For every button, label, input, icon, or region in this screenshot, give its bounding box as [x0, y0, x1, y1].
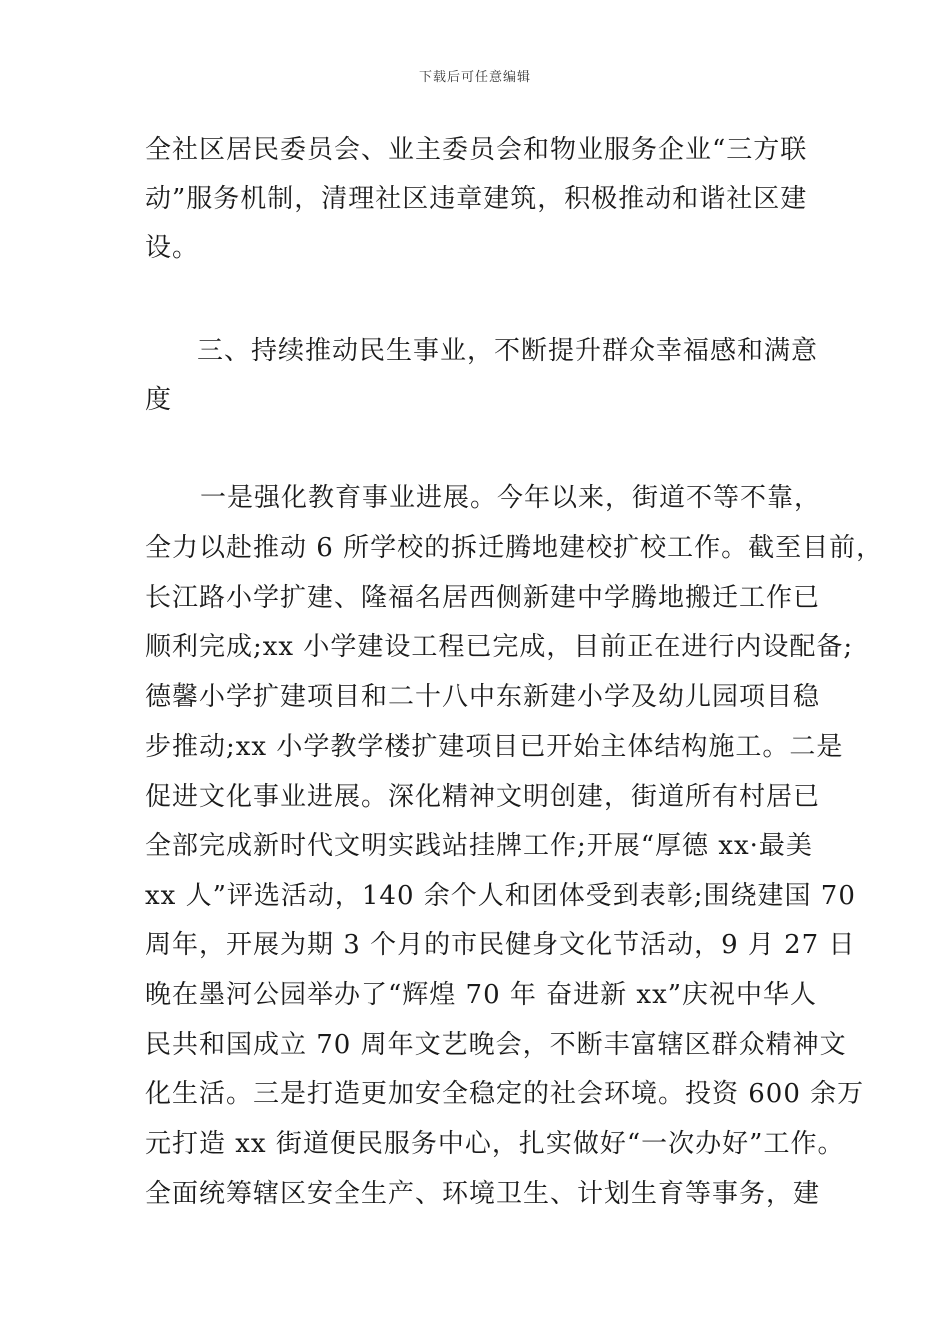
paragraph-line: 动”服务机制，清理社区违章建筑，积极推动和谐社区建 — [145, 184, 808, 214]
paragraph-line: 民共和国成立 70 周年文艺晚会，不断丰富辖区群众精神文 — [145, 1030, 847, 1060]
paragraph-line: 元打造 xx 街道便民服务中心，扎实做好“一次办好”工作。 — [145, 1129, 845, 1159]
paragraph-line: 顺利完成;xx 小学建设工程已完成，目前正在进行内设配备; — [145, 632, 854, 662]
paragraph-line: 德馨小学扩建项目和二十八中东新建小学及幼儿园项目稳 — [145, 682, 821, 712]
heading-line: 三、持续推动民生事业，不断提升群众幸福感和满意 — [197, 336, 819, 366]
paragraph-line: 周年，开展为期 3 个月的市民健身文化节活动，9 月 27 日 — [145, 930, 856, 960]
paragraph-line: 全力以赴推动 6 所学校的拆迁腾地建校扩校工作。截至目前， — [145, 533, 884, 563]
paragraph-line: xx 人”评选活动，140 余个人和团体受到表彰;围绕建国 70 — [145, 881, 856, 911]
paragraph-line: 全社区居民委员会、业主委员会和物业服务企业“三方联 — [145, 135, 808, 165]
paragraph-line: 晚在墨河公园举办了“辉煌 70 年 奋进新 xx”庆祝中华人 — [145, 980, 818, 1010]
paragraph-line: 促进文化事业进展。深化精神文明创建，街道所有村居已 — [145, 782, 821, 812]
paragraph-line: 全部完成新时代文明实践站挂牌工作;开展“厚德 xx·最美 — [145, 831, 813, 861]
paragraph-line: 一是强化教育事业进展。今年以来，街道不等不靠， — [200, 483, 822, 513]
paragraph-line: 设。 — [145, 233, 200, 263]
paragraph-line: 全面统筹辖区安全生产、环境卫生、计划生育等事务，建 — [145, 1179, 821, 1209]
paragraph-line: 长江路小学扩建、隆福名居西侧新建中学腾地搬迁工作已 — [145, 583, 821, 613]
paragraph-line: 化生活。三是打造更加安全稳定的社会环境。投资 600 余万 — [145, 1079, 865, 1109]
heading-line: 度 — [145, 385, 173, 415]
page-header: 下载后可任意编辑 — [418, 70, 531, 85]
paragraph-line: 步推动;xx 小学教学楼扩建项目已开始主体结构施工。二是 — [145, 732, 844, 762]
